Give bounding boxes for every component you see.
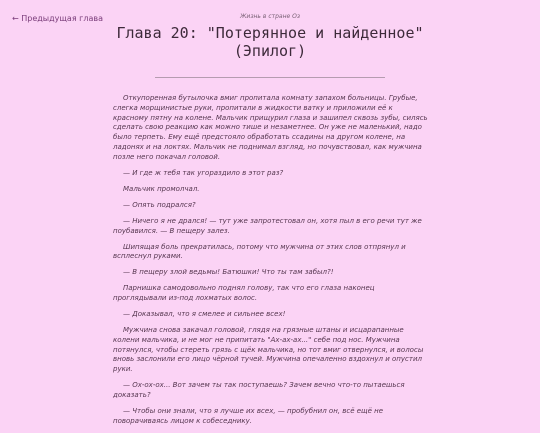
paragraph: — Ничего я не дрался! — тут уже запротестовал он, хотя пыл в его речи тут же поубавился. — В пещеру залез. [113,216,422,235]
paragraph: Мальчик промолчал. [123,184,200,193]
previous-chapter-link[interactable]: ← Предыдущая глава [12,14,104,23]
paragraph: Парнишка самодовольно поднял голову, так что его глаза наконец проглядывали из-под лохматых волос. [113,284,375,303]
paragraph: — Доказывал, что я смелее и сильнее всех! [123,310,286,319]
paragraph: Мужчина снова закачал головой, глядя на грязные штаны и исцарапанные колени мальчика, и не мог не припитать "Ах-ах-ах..." себе под нос. Мужчина потянулся, чтобы стереть грязь с щёк мальчика, но тот вмиг отвернулся, и волосы вновь заслонили его лицо чёрной тучей. Мужчина опечаленно вздохнул и опустил руки. [113,326,424,374]
book-name: Жизнь в стране Оз [239,13,301,20]
chapter-title: Глава 20: "Потерянное и найденное" (Эпилог) [116,24,424,60]
paragraph: — И где ж тебя так угораздило в этот раз? [123,168,284,177]
chapter-text [113,94,429,433]
paragraph: Шипящая боль прекратилась, потому что мужчина от этих слов отпрянул и всплеснул руками. [113,242,406,261]
paragraph: Откупоренная бутылочка вмиг пропитала комнату запахом больницы. Грубые, слегка морщинистые руки, пропитали в жидкости ватку и приложили её к красному пятну на колене. Мальчик прищурил глаза и зашипел сквозь зубы, силясь сделать свою реакцию как можно тише и незаметнее. Он уже не маленький, надо было терпеть. Ему ещё предстояло обработать ссадины на другом колене, на ладонях и на локтях. Мальчик не поднимал взгляд, но почувствовал, как мужчина позле него покачал головой. [113,94,428,161]
title-divider [155,77,385,78]
paragraph: — Ох-ох-ох... Вот зачем ты так поступаешь? Зачем вечно что-то пытаешься доказать? [113,381,405,399]
paragraph: — Чтобы они знали, что я лучше их всех, — пробубнил он, всё ещё не поворачиваясь лицом к собеседнику. [113,406,384,425]
paragraph: — В пещеру злой ведьмы! Батюшки! Что ты там забыл?! [123,268,334,277]
paragraph: — Опять подрался? [123,200,196,209]
